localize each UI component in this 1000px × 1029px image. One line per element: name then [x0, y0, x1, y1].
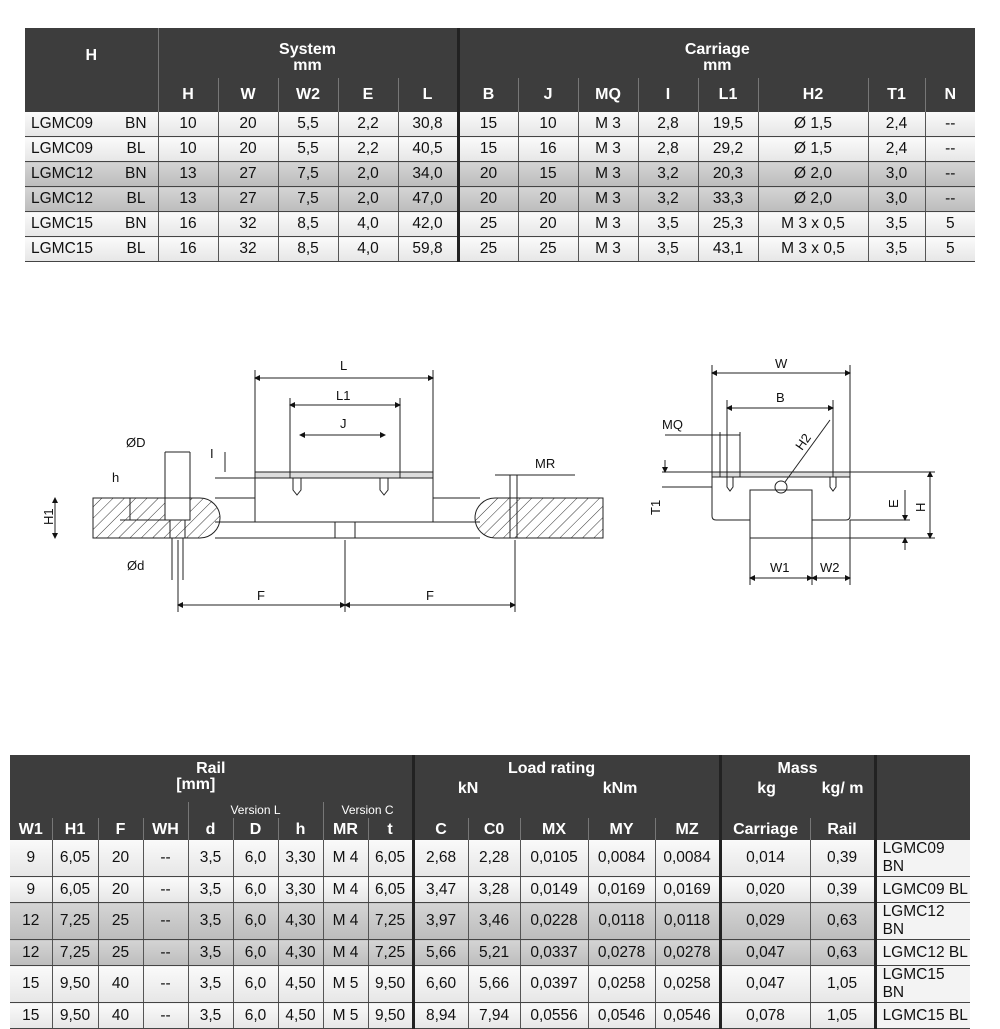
value-cell: 4,30 — [278, 940, 323, 966]
value-cell: M 3 — [578, 187, 638, 212]
value-cell: 6,05 — [52, 840, 98, 877]
value-cell: 7,5 — [278, 162, 338, 187]
value-cell: -- — [925, 187, 975, 212]
value-cell: M 3 x 0,5 — [758, 212, 868, 237]
value-cell: 20 — [458, 187, 518, 212]
value-cell: 3,2 — [638, 187, 698, 212]
value-cell: 2,8 — [638, 112, 698, 137]
value-cell: 0,39 — [810, 840, 875, 877]
system-unit: mm — [293, 57, 322, 74]
col-header: MY — [588, 818, 655, 840]
col-header: J — [518, 78, 578, 112]
value-cell: 3,5 — [868, 212, 925, 237]
value-cell: 4,0 — [338, 237, 398, 262]
type-cell: BL — [125, 137, 158, 162]
col-header: N — [925, 78, 975, 112]
knm-unit: kNm — [602, 780, 638, 797]
value-cell: 0,0169 — [655, 877, 720, 903]
value-cell: M 3 — [578, 237, 638, 262]
dim-H1: H1 — [41, 508, 56, 525]
value-cell: 0,047 — [720, 940, 810, 966]
value-cell: 8,5 — [278, 237, 338, 262]
value-cell: 6,0 — [233, 940, 278, 966]
value-cell: 29,2 — [698, 137, 758, 162]
value-cell: 6,0 — [233, 840, 278, 877]
value-cell: M 4 — [323, 903, 368, 940]
value-cell: 6,0 — [233, 877, 278, 903]
value-cell: 33,3 — [698, 187, 758, 212]
value-cell: 16 — [158, 237, 218, 262]
value-cell: M 4 — [323, 940, 368, 966]
value-cell: M 5 — [323, 1003, 368, 1029]
model-label-cell: LGMC12 BL — [875, 940, 970, 966]
value-cell: -- — [143, 840, 188, 877]
model-cell: LGMC15 — [25, 212, 125, 237]
value-cell: 0,014 — [720, 840, 810, 877]
value-cell: 16 — [158, 212, 218, 237]
value-cell: 8,94 — [413, 1003, 468, 1029]
type-cell: BN — [125, 112, 158, 137]
value-cell: 1,05 — [810, 1003, 875, 1029]
system-title: System — [279, 41, 336, 58]
value-cell: 4,30 — [278, 903, 323, 940]
value-cell: 8,5 — [278, 212, 338, 237]
value-cell: 5 — [925, 237, 975, 262]
value-cell: 15 — [458, 112, 518, 137]
value-cell: 3,46 — [468, 903, 520, 940]
value-cell: 7,94 — [468, 1003, 520, 1029]
model-label-cell: LGMC09 BL — [875, 877, 970, 903]
version-c-header: Version C — [323, 802, 413, 818]
value-cell: 3,5 — [638, 212, 698, 237]
value-cell: 4,50 — [278, 966, 323, 1003]
value-cell: 2,2 — [338, 112, 398, 137]
value-cell: 3,5 — [188, 1003, 233, 1029]
value-cell: 0,0546 — [655, 1003, 720, 1029]
value-cell: 20 — [518, 212, 578, 237]
value-cell: 6,05 — [52, 877, 98, 903]
value-cell: 25 — [518, 237, 578, 262]
value-cell: 0,0084 — [588, 840, 655, 877]
value-cell: M 3 — [578, 112, 638, 137]
value-cell: 20 — [98, 840, 143, 877]
col-header: W2 — [278, 78, 338, 112]
value-cell: 2,68 — [413, 840, 468, 877]
value-cell: 0,0149 — [520, 877, 588, 903]
dim-h: h — [112, 470, 120, 485]
model-label-cell: LGMC12 BN — [875, 903, 970, 940]
value-cell: 2,4 — [868, 137, 925, 162]
col-header: MR — [323, 818, 368, 840]
carriage-unit: mm — [703, 57, 732, 74]
value-cell: 2,2 — [338, 137, 398, 162]
value-cell: 5,66 — [413, 940, 468, 966]
value-cell: 0,0084 — [655, 840, 720, 877]
value-cell: 43,1 — [698, 237, 758, 262]
value-cell: 7,5 — [278, 187, 338, 212]
value-cell: M 5 — [323, 966, 368, 1003]
value-cell: 4,0 — [338, 212, 398, 237]
value-cell: 3,30 — [278, 877, 323, 903]
value-cell: Ø 1,5 — [758, 137, 868, 162]
value-cell: 32 — [218, 237, 278, 262]
value-cell: 5,66 — [468, 966, 520, 1003]
dim-H: H — [913, 502, 928, 512]
value-cell: 15 — [10, 966, 52, 1003]
col-header: T1 — [868, 78, 925, 112]
value-cell: 27 — [218, 162, 278, 187]
model-cell: LGMC09 — [25, 112, 125, 137]
value-cell: 2,0 — [338, 162, 398, 187]
value-cell: 15 — [518, 162, 578, 187]
value-cell: 3,28 — [468, 877, 520, 903]
col-header: W — [218, 78, 278, 112]
value-cell: 2,4 — [868, 112, 925, 137]
value-cell: 9,50 — [368, 966, 413, 1003]
value-cell: -- — [143, 877, 188, 903]
col-header: MZ — [655, 818, 720, 840]
col-header: C — [413, 818, 468, 840]
value-cell: 25 — [458, 237, 518, 262]
value-cell: -- — [143, 903, 188, 940]
col-header: h — [278, 818, 323, 840]
value-cell: M 4 — [323, 840, 368, 877]
value-cell: 0,0258 — [655, 966, 720, 1003]
dim-E: E — [886, 499, 901, 508]
value-cell: 3,5 — [188, 877, 233, 903]
value-cell: -- — [925, 112, 975, 137]
value-cell: M 3 — [578, 212, 638, 237]
value-cell: 10 — [158, 112, 218, 137]
value-cell: 0,047 — [720, 966, 810, 1003]
col-header: I — [638, 78, 698, 112]
col-header: B — [458, 78, 518, 112]
value-cell: 2,0 — [338, 187, 398, 212]
col-header: E — [338, 78, 398, 112]
value-cell: 7,25 — [52, 940, 98, 966]
col-header: Carriage — [720, 818, 810, 840]
mass-title: Mass — [777, 760, 818, 777]
value-cell: 20 — [518, 187, 578, 212]
type-cell: BL — [125, 237, 158, 262]
value-cell: 7,25 — [52, 903, 98, 940]
value-cell: 3,97 — [413, 903, 468, 940]
model-cell: LGMC12 — [25, 162, 125, 187]
type-cell: BN — [125, 162, 158, 187]
dim-T1: T1 — [648, 499, 663, 515]
value-cell: 3,5 — [188, 903, 233, 940]
value-cell: 13 — [158, 187, 218, 212]
value-cell: 12 — [10, 903, 52, 940]
value-cell: 0,63 — [810, 903, 875, 940]
value-cell: 0,0278 — [655, 940, 720, 966]
value-cell: 47,0 — [398, 187, 458, 212]
value-cell: 25 — [98, 940, 143, 966]
value-cell: 0,0546 — [588, 1003, 655, 1029]
model-cell: LGMC12 — [25, 187, 125, 212]
value-cell: 7,25 — [368, 903, 413, 940]
value-cell: 15 — [458, 137, 518, 162]
value-cell: 3,5 — [188, 840, 233, 877]
col-header: d — [188, 818, 233, 840]
value-cell: 5,21 — [468, 940, 520, 966]
rail-title: Rail — [196, 760, 226, 777]
model-cell: LGMC09 — [25, 137, 125, 162]
end-view-labels — [648, 356, 928, 575]
model-cell: LGMC15 — [25, 237, 125, 262]
dim-W: W — [775, 356, 788, 371]
value-cell: -- — [925, 137, 975, 162]
col-header: F — [98, 818, 143, 840]
value-cell: 9 — [10, 877, 52, 903]
value-cell: 32 — [218, 212, 278, 237]
dim-I: I — [210, 446, 214, 461]
value-cell: 20,3 — [698, 162, 758, 187]
col-header: Rail — [810, 818, 875, 840]
dim-Od: Ød — [127, 558, 145, 573]
value-cell: 0,029 — [720, 903, 810, 940]
value-cell: 10 — [518, 112, 578, 137]
value-cell: 0,020 — [720, 877, 810, 903]
col-header: MX — [520, 818, 588, 840]
type-cell: BL — [125, 187, 158, 212]
dim-J: J — [340, 416, 347, 431]
value-cell: 3,0 — [868, 162, 925, 187]
value-cell: 0,0278 — [588, 940, 655, 966]
value-cell: 40 — [98, 1003, 143, 1029]
value-cell: 0,0556 — [520, 1003, 588, 1029]
value-cell: Ø 2,0 — [758, 162, 868, 187]
col-header: C0 — [468, 818, 520, 840]
value-cell: 42,0 — [398, 212, 458, 237]
value-cell: 5 — [925, 212, 975, 237]
value-cell: 40 — [98, 966, 143, 1003]
value-cell: 6,60 — [413, 966, 468, 1003]
value-cell: 0,39 — [810, 877, 875, 903]
col-header: L — [398, 78, 458, 112]
dim-W1: W1 — [770, 560, 790, 575]
value-cell: 3,47 — [413, 877, 468, 903]
value-cell: 5,5 — [278, 112, 338, 137]
col-header: H1 — [52, 818, 98, 840]
carriage-title: Carriage — [684, 41, 750, 58]
value-cell: 6,05 — [368, 877, 413, 903]
value-cell: 0,0105 — [520, 840, 588, 877]
col-header: MQ — [578, 78, 638, 112]
value-cell: 25,3 — [698, 212, 758, 237]
value-cell: 4,50 — [278, 1003, 323, 1029]
value-cell: 0,0337 — [520, 940, 588, 966]
value-cell: 3,5 — [868, 237, 925, 262]
type-cell: BN — [125, 212, 158, 237]
col-header: L1 — [698, 78, 758, 112]
col-header: W1 — [10, 818, 52, 840]
value-cell: 3,30 — [278, 840, 323, 877]
value-cell: 3,5 — [188, 940, 233, 966]
model-label-cell: LGMC09 BN — [875, 840, 970, 877]
value-cell: Ø 1,5 — [758, 112, 868, 137]
value-cell: 16 — [518, 137, 578, 162]
version-l-header: Version L — [188, 802, 323, 818]
value-cell: 0,078 — [720, 1003, 810, 1029]
value-cell: M 3 — [578, 137, 638, 162]
value-cell: 20 — [218, 137, 278, 162]
value-cell: 59,8 — [398, 237, 458, 262]
value-cell: 9,50 — [52, 966, 98, 1003]
value-cell: 3,2 — [638, 162, 698, 187]
dim-H2: H2 — [792, 430, 814, 453]
value-cell: 3,0 — [868, 187, 925, 212]
side-view-drawing — [55, 370, 603, 612]
value-cell: 3,5 — [638, 237, 698, 262]
value-cell: 2,8 — [638, 137, 698, 162]
value-cell: M 4 — [323, 877, 368, 903]
value-cell: -- — [925, 162, 975, 187]
value-cell: 20 — [98, 877, 143, 903]
value-cell: 40,5 — [398, 137, 458, 162]
kg-unit: kg — [757, 780, 776, 797]
value-cell: 0,0228 — [520, 903, 588, 940]
value-cell: 6,0 — [233, 966, 278, 1003]
value-cell: Ø 2,0 — [758, 187, 868, 212]
value-cell: 25 — [98, 903, 143, 940]
col-header: D — [233, 818, 278, 840]
value-cell: 15 — [10, 1003, 52, 1029]
value-cell: M 3 — [578, 162, 638, 187]
col-header: H2 — [758, 78, 868, 112]
value-cell: 3,5 — [188, 966, 233, 1003]
kgm-unit: kg/ m — [821, 780, 864, 797]
dim-F-right: F — [426, 588, 434, 603]
load-rating-title: Load rating — [507, 760, 596, 777]
value-cell: 7,25 — [368, 940, 413, 966]
value-cell: 25 — [458, 212, 518, 237]
dim-L1: L1 — [336, 388, 351, 403]
dim-MR: MR — [535, 456, 556, 471]
end-view-drawing — [662, 365, 935, 585]
col-header: t — [368, 818, 413, 840]
value-cell: 0,0258 — [588, 966, 655, 1003]
value-cell: 0,0169 — [588, 877, 655, 903]
value-cell: -- — [143, 940, 188, 966]
value-cell: 1,05 — [810, 966, 875, 1003]
model-label-cell: LGMC15 BL — [875, 1003, 970, 1029]
value-cell: 2,28 — [468, 840, 520, 877]
rail-unit: [mm] — [176, 776, 216, 793]
value-cell: 13 — [158, 162, 218, 187]
value-cell: 6,0 — [233, 903, 278, 940]
dim-B: B — [776, 390, 785, 405]
value-cell: 27 — [218, 187, 278, 212]
table-row — [10, 1003, 970, 1029]
value-cell: 9,50 — [52, 1003, 98, 1029]
value-cell: M 3 x 0,5 — [758, 237, 868, 262]
dim-MQ: MQ — [662, 417, 683, 432]
value-cell: 20 — [458, 162, 518, 187]
dim-W2: W2 — [820, 560, 840, 575]
value-cell: 0,0397 — [520, 966, 588, 1003]
value-cell: -- — [143, 966, 188, 1003]
value-cell: 9,50 — [368, 1003, 413, 1029]
value-cell: 0,0118 — [588, 903, 655, 940]
value-cell: 20 — [218, 112, 278, 137]
value-cell: 10 — [158, 137, 218, 162]
kn-unit: kN — [457, 780, 479, 797]
value-cell: 6,05 — [368, 840, 413, 877]
dim-F-left: F — [257, 588, 265, 603]
value-cell: 0,63 — [810, 940, 875, 966]
value-cell: 12 — [10, 940, 52, 966]
col-header: H — [158, 78, 218, 112]
value-cell: 6,0 — [233, 1003, 278, 1029]
value-cell: 5,5 — [278, 137, 338, 162]
value-cell: 30,8 — [398, 112, 458, 137]
model-header: H — [25, 28, 158, 112]
col-header: WH — [143, 818, 188, 840]
value-cell: 34,0 — [398, 162, 458, 187]
dim-L: L — [340, 358, 348, 373]
dim-OD: ØD — [126, 435, 146, 450]
value-cell: 0,0118 — [655, 903, 720, 940]
value-cell: 19,5 — [698, 112, 758, 137]
model-label-cell: LGMC15 BN — [875, 966, 970, 1003]
value-cell: 9 — [10, 840, 52, 877]
value-cell: -- — [143, 1003, 188, 1029]
